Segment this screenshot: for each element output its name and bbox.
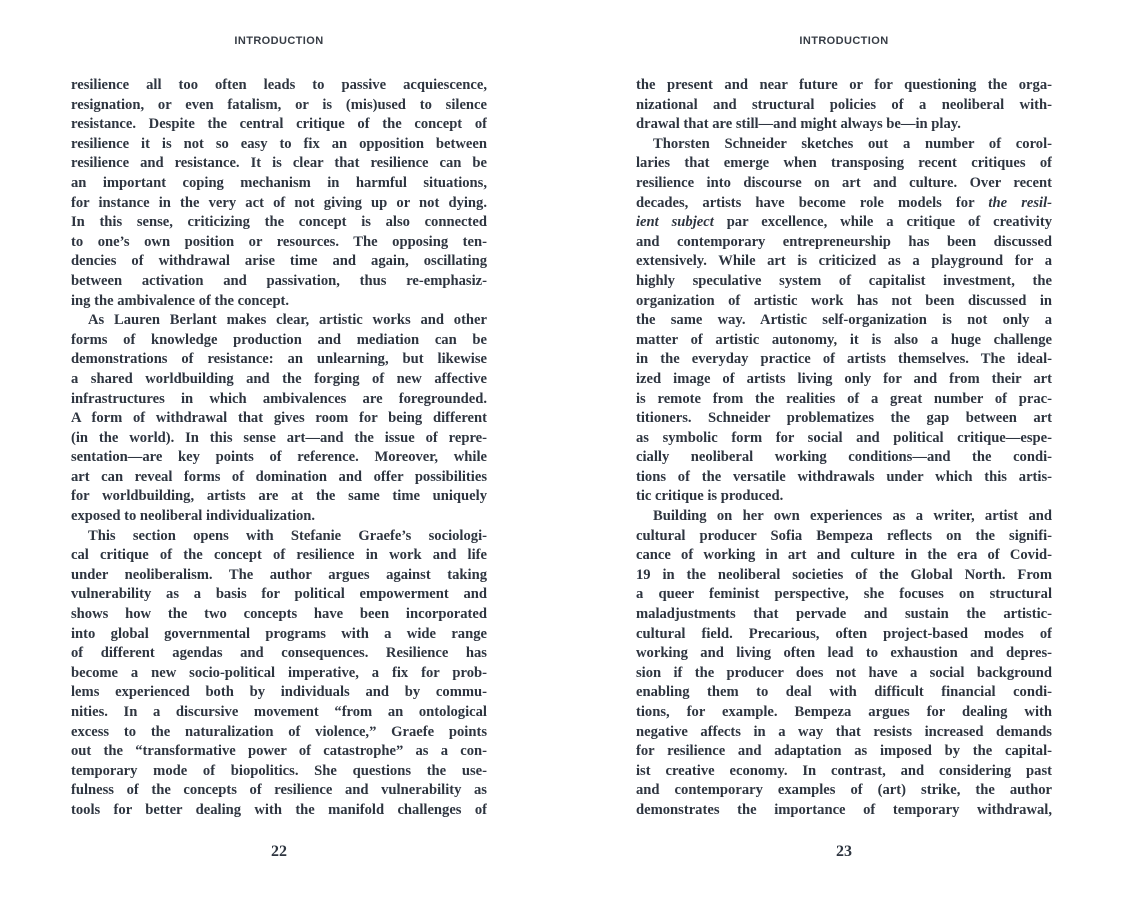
text-line: resilience and resistance. It is clear that resilience can be <box>71 155 487 172</box>
text-line: ing the ambivalence of the concept. <box>71 292 290 309</box>
running-header-right: INTRODUCTION <box>799 35 889 47</box>
text-line: the same way. Artistic self-organization is not only a <box>636 312 1052 329</box>
text-line: temporary mode of biopolitics. She questions the use- <box>71 762 487 779</box>
text-line: 19 in the neoliberal societies of the Global North. From <box>636 566 1052 583</box>
text-line: vulnerability as a basis for political empowerment and <box>71 586 487 603</box>
text-line: sion if the producer does not have a social background <box>636 664 1052 681</box>
text-line: titioners. Schneider problematizes the gap between art <box>636 410 1052 427</box>
text-line: for resilience and adaptation as imposed by the capital- <box>636 743 1052 760</box>
text-line: is remote from the realities of a great number of prac- <box>636 390 1052 407</box>
text-line: In this sense, criticizing the concept is also connected <box>71 214 487 231</box>
text-line: resilience it is not so easy to fix an opposition between <box>71 135 487 152</box>
text-line: resignation, or even fatalism, or is (mis)used to silence <box>71 96 487 113</box>
text-line: cially neoliberal working conditions—and the condi- <box>636 449 1052 466</box>
text-line: and contemporary entrepreneurship has been discussed <box>636 233 1052 250</box>
page-body <box>636 76 1052 821</box>
text-line: the present and near future or for questioning the orga- <box>636 77 1052 93</box>
text-line: forms of knowledge production and mediation can be <box>71 331 487 348</box>
page-left <box>71 0 487 904</box>
text-line: tools for better dealing with the manifold challenges of <box>71 801 487 818</box>
text-line: laries that emerge when transposing recent critiques of <box>636 155 1052 172</box>
text-line: (in the world). In this sense art—and the issue of repre- <box>71 429 487 446</box>
text-line: Building on her own experiences as a writer, artist and <box>653 508 1052 525</box>
text-line: enabling them to deal with difficult financial condi- <box>636 684 1052 701</box>
text-line: for worldbuilding, artists are at the same time uniquely <box>71 488 487 505</box>
text-line: demonstrates the importance of temporary withdrawal, <box>636 801 1052 818</box>
text-line: under neoliberalism. The author argues against taking <box>71 566 487 583</box>
text-line: tions, for example. Bempeza argues for dealing with <box>636 704 1052 720</box>
text-line: extensively. While art is criticized as a playground for a <box>636 253 1052 270</box>
text-line: This section opens with Stefanie Graefe’s sociologi- <box>88 527 487 544</box>
text-line: into global governmental programs with a wide range <box>71 625 487 642</box>
text-line: infrastructures in which ambivalences are foregrounded. <box>71 390 487 407</box>
text-line: excess to the naturalization of violence,” Graefe points <box>71 723 487 740</box>
page-body <box>71 76 487 821</box>
text-line: in the everyday practice of artists themselves. The ideal- <box>636 351 1052 368</box>
text-line: ized image of artists living only for and from their art <box>636 370 1052 387</box>
text-line: nizational and structural policies of a neoliberal with- <box>636 96 1052 113</box>
text-line: As Lauren Berlant makes clear, artistic works and other <box>88 312 487 329</box>
page-right <box>636 0 1052 904</box>
text-line: working and living often lead to exhaustion and depres- <box>636 645 1052 662</box>
text-line: tions of the versatile withdrawals under which this artis- <box>636 468 1052 485</box>
text-line: resistance. Despite the central critique of the concept of <box>71 116 487 133</box>
text-line: as symbolic form for social and political critique—espe- <box>636 429 1052 446</box>
text-line: Thorsten Schneider sketches out a number of corol- <box>653 135 1052 152</box>
text-line: drawal that are still—and might always be—in play. <box>636 116 961 133</box>
page-number-right: 23 <box>836 843 852 860</box>
text-line: A form of withdrawal that gives room for being different <box>71 410 487 427</box>
text-line: cance of working in art and culture in the era of Covid- <box>636 547 1052 564</box>
page-number-left: 22 <box>271 843 287 860</box>
text-line: cal critique of the concept of resilience in work and life <box>71 547 487 564</box>
text-line: resilience all too often leads to passive acquiescence, <box>71 77 487 93</box>
text-line: become a new socio-political imperative, a fix for prob- <box>71 664 487 681</box>
text-line: shows how the two concepts have been incorporated <box>71 606 487 623</box>
text-line: cultural producer Sofia Bempeza reflects on the signifi- <box>636 527 1052 544</box>
text-line: an important coping mechanism in harmful situations, <box>71 174 487 191</box>
running-header-left: INTRODUCTION <box>234 35 324 47</box>
text-line: demonstrations of resistance: an unlearning, but likewise <box>71 351 487 368</box>
text-line: out the “transformative power of catastrophe” as a con- <box>71 743 487 760</box>
text-line: decades, artists have become role models for the resil- <box>636 194 1052 211</box>
text-line: maladjustments that pervade and sustain the artistic- <box>636 606 1052 623</box>
text-line: a queer feminist perspective, she focuses on structural <box>636 586 1052 603</box>
text-line: lems experienced both by individuals and by commu- <box>71 684 487 701</box>
text-line: for instance in the very act of not giving up or not dying. <box>71 194 487 211</box>
text-line: negative affects in a way that resists increased demands <box>636 723 1052 740</box>
text-line: ist creative economy. In contrast, and considering past <box>636 762 1052 779</box>
text-line: dencies of withdrawal arise time and again, oscillating <box>71 253 487 270</box>
text-line: organization of artistic work has not been discussed in <box>636 292 1052 309</box>
text-line: fulness of the concepts of resilience and vulnerability as <box>71 782 487 799</box>
text-line: between activation and passivation, thus re-emphasiz- <box>71 272 487 289</box>
text-line: to one’s own position or resources. The opposing ten- <box>71 233 487 250</box>
text-line: matter of artistic autonomy, it is also a huge challenge <box>636 331 1052 348</box>
text-line: resilience into discourse on art and culture. Over recent <box>636 174 1052 191</box>
text-line: highly speculative system of capitalist investment, the <box>636 272 1052 289</box>
text-line: nities. In a discursive movement “from an ontological <box>71 704 487 720</box>
text-line: tic critique is produced. <box>636 488 784 505</box>
text-line: sentation—are key points of reference. Moreover, while <box>71 449 487 466</box>
text-line: ient subject par excellence, while a critique of creativity <box>636 214 1052 231</box>
text-line: a shared worldbuilding and the forging of new affective <box>71 370 487 387</box>
text-line: exposed to neoliberal individualization. <box>71 508 316 525</box>
text-line: of different agendas and consequences. Resilience has <box>71 645 487 662</box>
text-line: cultural field. Precarious, often project-based modes of <box>636 625 1052 642</box>
text-line: and contemporary examples of (art) strike, the author <box>636 782 1052 799</box>
text-line: art can reveal forms of domination and offer possibilities <box>71 468 487 485</box>
